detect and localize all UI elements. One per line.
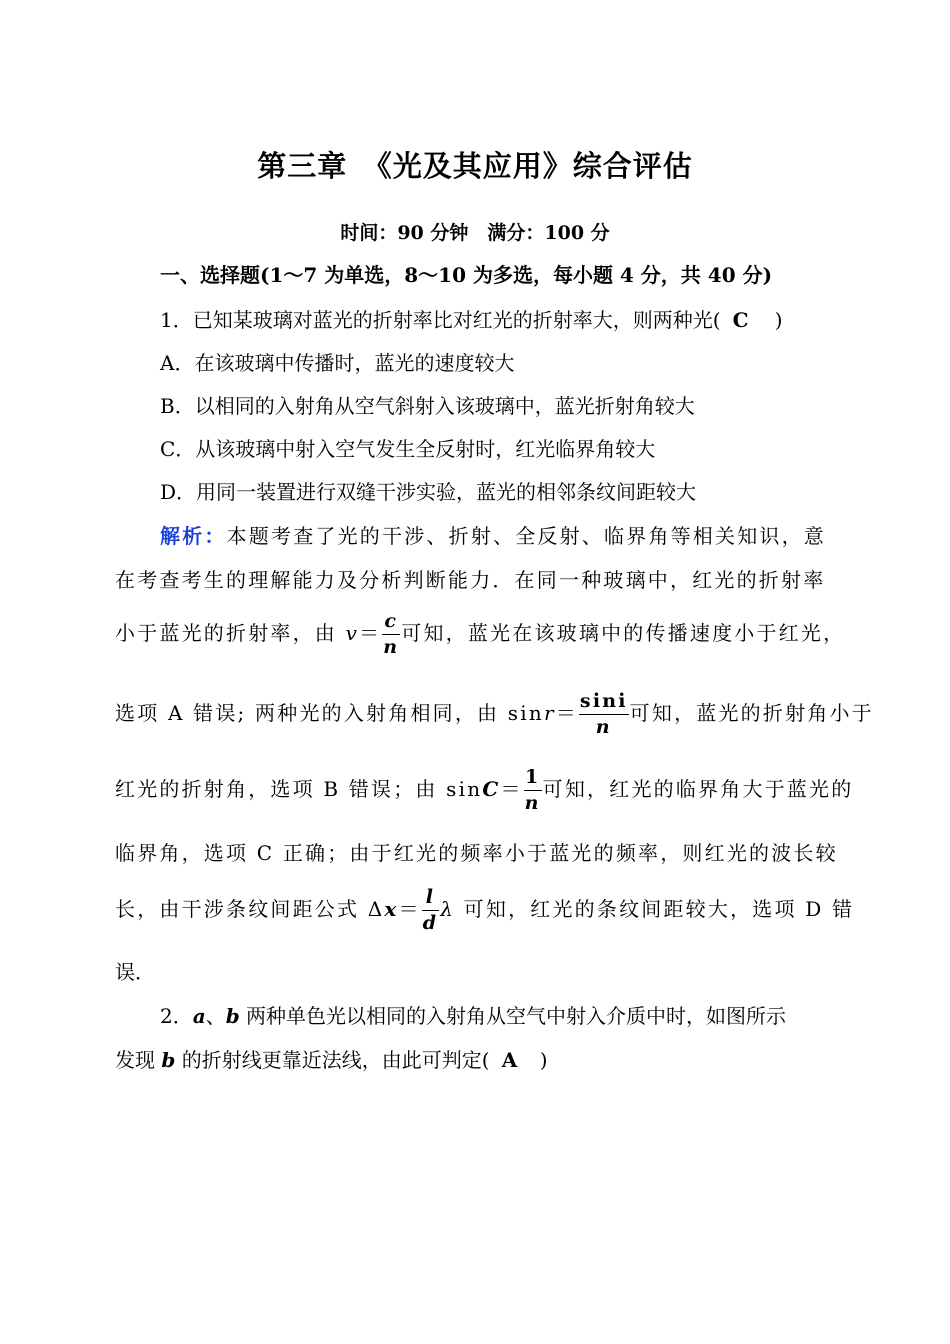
equals-sign: ＝	[398, 897, 421, 921]
fraction-1-over-n	[524, 768, 542, 813]
fraction-denominator: n	[383, 636, 400, 658]
question-2-text-1: 两种单色光以相同的入射角从空气中射入介质中时，如图所示	[239, 1004, 787, 1028]
analysis-text-4b: 可知，蓝光的折射角小于	[629, 701, 874, 725]
analysis-text-3b: 可知，蓝光在该玻璃中的传播速度小于红光，	[401, 621, 846, 645]
fraction-denominator: n	[579, 714, 629, 737]
question-1-option-a: A．在该玻璃中传播时，蓝光的速度较大	[160, 351, 515, 375]
symbol-x: x	[384, 897, 399, 921]
symbol-b: b	[225, 1004, 240, 1028]
analysis-line-1	[160, 526, 826, 546]
question-1-close: )	[774, 308, 783, 332]
question-1-option-b: B．以相同的入射角从空气斜射入该玻璃中，蓝光折射角较大	[160, 394, 695, 418]
symbol-b: b	[161, 1048, 176, 1072]
analysis-text-1: 本题考查了光的干涉、折射、全反射、临界角等相关知识，意	[226, 524, 827, 548]
symbol-a: a	[192, 1004, 206, 1028]
fraction-sini-over-n	[579, 692, 629, 737]
analysis-line-6: 临界角，选项 C 正确；由于红光的频率小于蓝光的频率，则红光的波长较	[115, 841, 838, 865]
question-1-stem	[160, 310, 783, 330]
fraction-denominator: d	[422, 912, 439, 934]
analysis-line-3	[115, 612, 845, 657]
separator: 、	[205, 1004, 226, 1028]
analysis-text-4a: 选项 A 错误; 两种光的入射角相同，由 sin	[115, 701, 544, 725]
analysis-line-2: 在考查考生的理解能力及分析判断能力．在同一种玻璃中，红光的折射率	[115, 568, 826, 592]
question-2-text-2b: 的折射线更靠近法线，由此可判定(	[175, 1048, 490, 1072]
fraction-numerator: c	[384, 610, 399, 632]
section-heading: 一、选择题(1～7 为单选，8～10 为多选，每小题 4 分，共 40 分)	[160, 263, 773, 287]
analysis-label: 解析：	[160, 524, 227, 548]
analysis-text-7a: 长，由干涉条纹间距公式 Δ	[115, 897, 385, 921]
analysis-line-4	[115, 692, 874, 737]
question-2-line-2	[115, 1050, 548, 1070]
symbol-v: v	[345, 621, 360, 645]
symbol-c: C	[482, 777, 501, 801]
question-2-text-2a: 发现	[115, 1048, 162, 1072]
analysis-text-5b: 可知，红光的临界角大于蓝光的	[542, 777, 854, 801]
exam-time-score: 时间：90 分钟 满分：100 分	[340, 222, 610, 244]
fraction-l-over-d	[422, 888, 440, 933]
question-1-answer: C	[732, 308, 749, 332]
question-2-answer: A	[501, 1048, 518, 1072]
question-2-close: )	[539, 1048, 548, 1072]
analysis-text-3a: 小于蓝光的折射率，由	[115, 621, 346, 645]
equals-sign: ＝	[555, 701, 578, 725]
question-2-line-1	[160, 1006, 786, 1026]
page-title: 第三章 《光及其应用》综合评估	[257, 149, 693, 183]
question-1-option-c: C．从该玻璃中射入空气发生全反射时，红光临界角较大	[160, 437, 656, 461]
analysis-text-7b: 可知，红光的条纹间距较大，选项 D 错	[455, 897, 855, 921]
analysis-line-5	[115, 768, 853, 813]
analysis-line-8: 误．	[115, 960, 155, 984]
analysis-text-5a: 红光的折射角，选项 B 错误；由 sin	[115, 777, 483, 801]
fraction-c-over-n	[382, 612, 400, 657]
fraction-numerator: 1	[524, 766, 541, 788]
fraction-numerator: l	[425, 886, 436, 908]
analysis-line-7	[115, 888, 854, 933]
fraction-numerator: sini	[579, 690, 628, 712]
equals-sign: ＝	[359, 621, 382, 645]
symbol-lambda: λ	[440, 897, 456, 921]
question-1-text: 1．已知某玻璃对蓝光的折射率比对红光的折射率大，则两种光(	[160, 308, 721, 332]
question-2-number: 2．	[160, 1004, 193, 1028]
fraction-denominator: n	[524, 792, 541, 814]
question-1-option-d: D．用同一装置进行双缝干涉实验，蓝光的相邻条纹间距较大	[160, 480, 697, 504]
equals-sign: ＝	[500, 777, 523, 801]
symbol-r: r	[543, 701, 556, 725]
